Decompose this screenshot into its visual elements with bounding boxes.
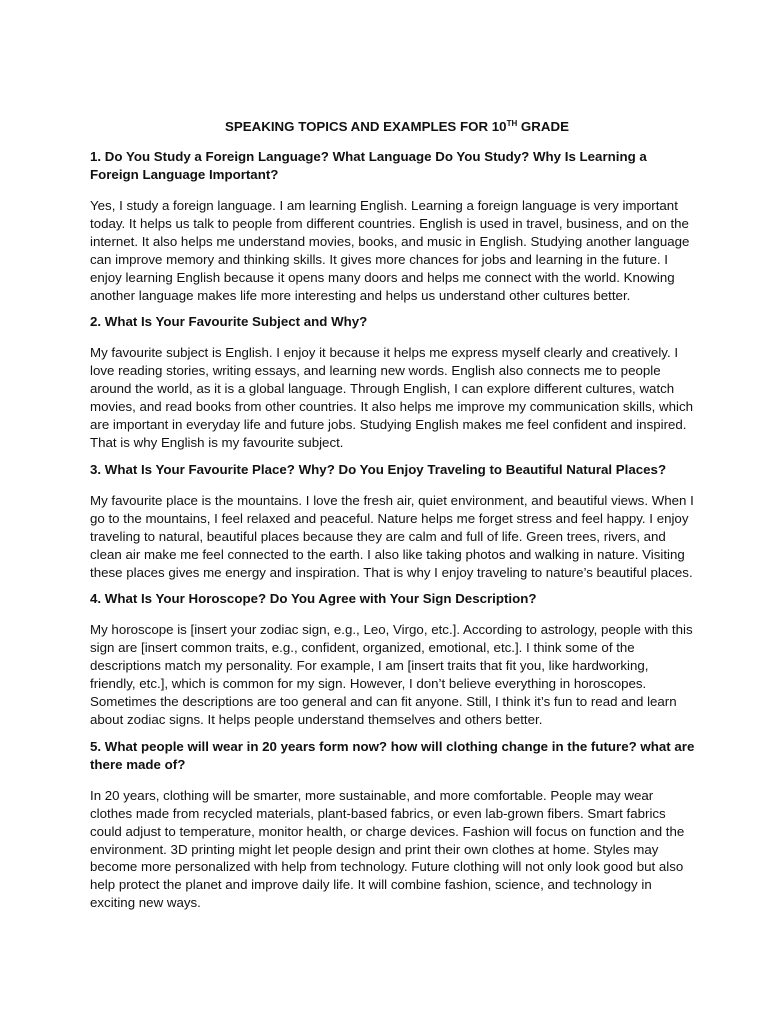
answer-paragraph: My horoscope is [insert your zodiac sign, e.g., Leo, Virgo, etc.]. According to astrology, people with this sign are [insert common traits, e.g., confident, organized, emotional, etc.]. I think some of the descriptions match my personality. For example, I am [insert traits that fit you, like hardworking, friendly, etc.], which is common for my sign. However, I don’t believe everything in horoscopes. Sometimes the descriptions are too general and can fit anyone. Still, I think it’s fun to read and learn about zodiac signs. It helps people understand themselves and others better. — [90, 622, 693, 727]
question-heading: 1. Do You Study a Foreign Language? What Language Do You Study? Why Is Learning a Foreign Language Important? — [90, 149, 647, 182]
question-heading: 5. What people will wear in 20 years form now? how will clothing change in the future? what are there made of? — [90, 738, 695, 772]
answer-paragraph: In 20 years, clothing will be smarter, more sustainable, and more comfortable. People may wear clothes made from recycled materials, plant-based fabrics, or even lab-grown fibers. Smart fabrics could adjust to temperature, monitor health, or charge devices. Fashion will focus on function and the environment. 3D printing might let people design and print their own clothes at home. Styles may become more personalized with help from technology. Future clothing will not only look good but also help protect the planet and improve daily life. It will combine fashion, science, and technology in exciting new ways. — [90, 787, 685, 911]
section-1 — [90, 148, 696, 304]
answer-paragraph: My favourite subject is English. I enjoy it because it helps me express myself clearly and creatively. I love reading stories, writing essays, and learning new words. English also connects me to people around the world, as it is a global language. Through English, I can explore different cultures, watch movies, and read books from other countries. It also helps me improve my communication skills, which are important in everyday life and future jobs. Studying English makes me feel confident and inspired. That is why English is my favourite subject. — [90, 345, 694, 450]
section-5 — [90, 738, 696, 912]
question-heading: 2. What Is Your Favourite Subject and Why? — [90, 314, 368, 330]
section-4 — [90, 590, 696, 728]
question-heading: 3. What Is Your Favourite Place? Why? Do You Enjoy Traveling to Beautiful Natural Places? — [90, 461, 667, 477]
title-text: SPEAKING TOPICS AND EXAMPLES FOR 10 — [225, 119, 507, 134]
section-3 — [90, 461, 696, 582]
question-heading: 4. What Is Your Horoscope? Do You Agree with Your Sign Description? — [90, 591, 537, 607]
title-suffix: GRADE — [517, 119, 569, 134]
answer-paragraph: Yes, I study a foreign language. I am learning English. Learning a foreign language is very important today. It helps us talk to people from different countries. English is used in travel, business, and on the internet. It also helps me understand movies, books, and music in English. Studying another language can improve memory and thinking skills. It gives more chances for jobs and learning in the future. I enjoy learning English because it opens many doors and helps me connect with the world. Knowing another language makes life more interesting and helps us understand other cultures better. — [90, 198, 690, 303]
title-superscript: TH — [506, 119, 518, 128]
answer-paragraph: My favourite place is the mountains. I love the fresh air, quiet environment, and beautiful views. When I go to the mountains, I feel relaxed and peaceful. Nature helps me forget stress and feel happy. I enjoy traveling to natural, beautiful places because they are calm and full of life. Green trees, rivers, and clean air make me feel connected to the earth. I also like taking photos and walking in nature. Visiting these places gives me energy and inspiration. That is why I enjoy traveling to nature’s beautiful places. — [90, 492, 694, 580]
document-title — [90, 118, 696, 136]
section-2 — [90, 313, 696, 451]
